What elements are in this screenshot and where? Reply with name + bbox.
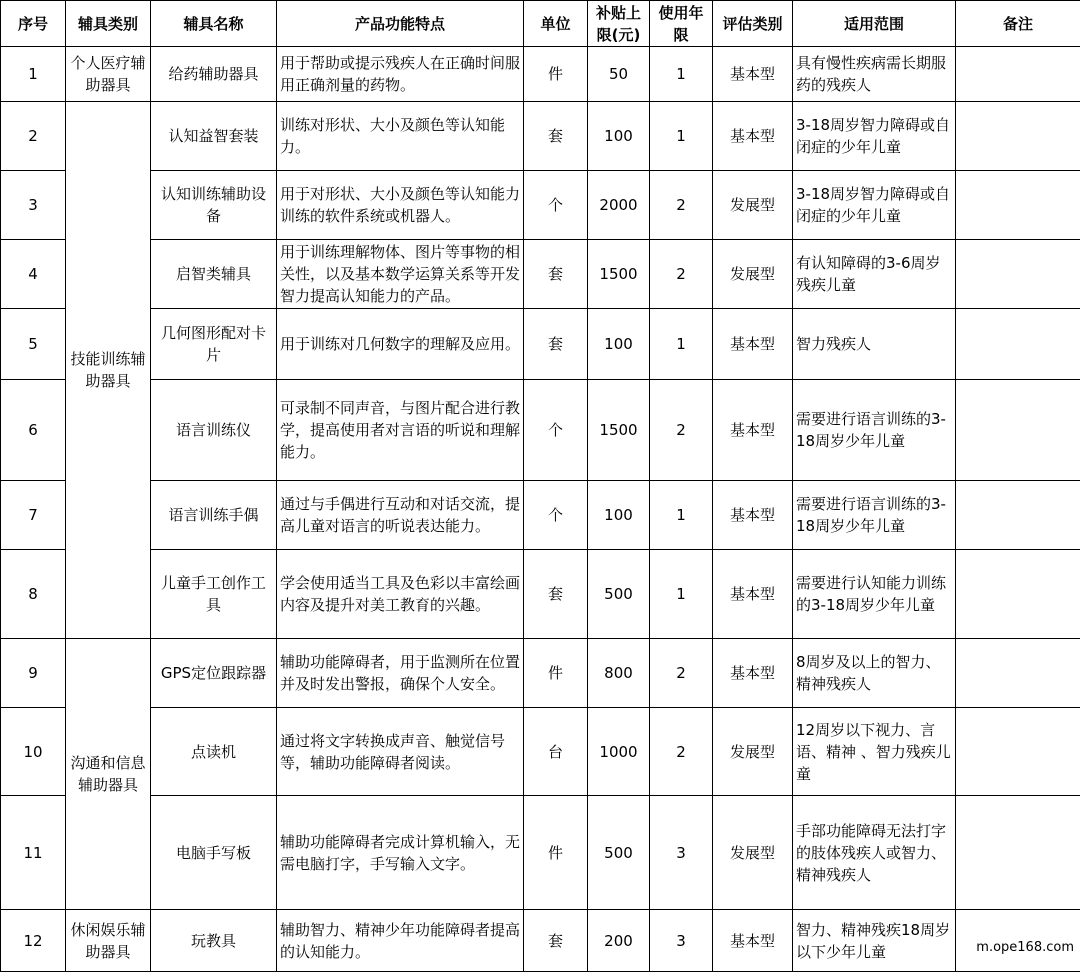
cell-eval: 发展型 bbox=[713, 708, 793, 796]
table-row bbox=[1, 639, 1080, 708]
cell-subsidy: 100 bbox=[588, 102, 650, 171]
cell-no: 7 bbox=[1, 481, 66, 550]
cell-name: 启智类辅具 bbox=[151, 240, 277, 309]
cell-eval: 基本型 bbox=[713, 910, 793, 972]
cell-feature: 辅助功能障碍者，用于监测所在位置并及时发出警报，确保个人安全。 bbox=[277, 639, 524, 708]
table-row bbox=[1, 910, 1080, 972]
cell-name: 语言训练仪 bbox=[151, 380, 277, 481]
cell-years: 3 bbox=[650, 796, 713, 910]
cell-name: 语言训练手偶 bbox=[151, 481, 277, 550]
cell-feature: 用于训练理解物体、图片等事物的相关性，以及基本数学运算关系等开发智力提高认知能力的产品。 bbox=[277, 240, 524, 309]
header-category: 辅具类别 bbox=[66, 1, 151, 47]
cell-subsidy: 50 bbox=[588, 47, 650, 102]
cell-scope: 需要进行语言训练的3-18周岁少年儿童 bbox=[793, 380, 956, 481]
cell-eval: 基本型 bbox=[713, 639, 793, 708]
cell-category: 休闲娱乐辅助器具 bbox=[66, 910, 151, 972]
cell-no: 2 bbox=[1, 102, 66, 171]
cell-scope: 手部功能障碍无法打字的肢体残疾人或智力、精神残疾人 bbox=[793, 796, 956, 910]
cell-name: 儿童手工创作工具 bbox=[151, 550, 277, 639]
table-row bbox=[1, 47, 1080, 102]
cell-years: 1 bbox=[650, 309, 713, 380]
cell-no: 1 bbox=[1, 47, 66, 102]
cell-subsidy: 1500 bbox=[588, 240, 650, 309]
cell-scope: 3-18周岁智力障碍或自闭症的少年儿童 bbox=[793, 171, 956, 240]
cell-unit: 个 bbox=[524, 481, 588, 550]
cell-scope: 12周岁以下视力、言语、精神 、智力残疾儿童 bbox=[793, 708, 956, 796]
cell-feature: 通过将文字转换成声音、触觉信号等，辅助功能障碍者阅读。 bbox=[277, 708, 524, 796]
cell-subsidy: 800 bbox=[588, 639, 650, 708]
cell-no: 8 bbox=[1, 550, 66, 639]
cell-years: 1 bbox=[650, 47, 713, 102]
cell-unit: 个 bbox=[524, 380, 588, 481]
cell-years: 2 bbox=[650, 171, 713, 240]
cell-no: 11 bbox=[1, 796, 66, 910]
cell-note bbox=[956, 171, 1080, 240]
header-years: 使用年限 bbox=[650, 1, 713, 47]
watermark: m.ope168.com bbox=[976, 940, 1074, 955]
cell-scope: 需要进行认知能力训练的3-18周岁少年儿童 bbox=[793, 550, 956, 639]
cell-unit: 套 bbox=[524, 102, 588, 171]
table-row bbox=[1, 309, 1080, 380]
cell-note bbox=[956, 380, 1080, 481]
cell-scope: 具有慢性疾病需长期服药的残疾人 bbox=[793, 47, 956, 102]
cell-scope: 有认知障碍的3-6周岁残疾儿童 bbox=[793, 240, 956, 309]
cell-eval: 基本型 bbox=[713, 481, 793, 550]
cell-feature: 用于训练对几何数字的理解及应用。 bbox=[277, 309, 524, 380]
cell-name: 几何图形配对卡片 bbox=[151, 309, 277, 380]
header-row bbox=[1, 1, 1080, 47]
header-scope: 适用范围 bbox=[793, 1, 956, 47]
cell-unit: 套 bbox=[524, 550, 588, 639]
cell-scope: 3-18周岁智力障碍或自闭症的少年儿童 bbox=[793, 102, 956, 171]
table-row bbox=[1, 380, 1080, 481]
cell-subsidy: 500 bbox=[588, 796, 650, 910]
cell-eval: 基本型 bbox=[713, 102, 793, 171]
cell-subsidy: 100 bbox=[588, 309, 650, 380]
cell-name: 认知训练辅助设备 bbox=[151, 171, 277, 240]
cell-note bbox=[956, 102, 1080, 171]
cell-no: 9 bbox=[1, 639, 66, 708]
cell-name: 认知益智套装 bbox=[151, 102, 277, 171]
cell-note bbox=[956, 240, 1080, 309]
cell-note bbox=[956, 550, 1080, 639]
cell-scope: 智力、精神残疾18周岁以下少年儿童 bbox=[793, 910, 956, 972]
header-unit: 单位 bbox=[524, 1, 588, 47]
cell-eval: 基本型 bbox=[713, 309, 793, 380]
table-row bbox=[1, 796, 1080, 910]
cell-subsidy: 100 bbox=[588, 481, 650, 550]
cell-unit: 件 bbox=[524, 639, 588, 708]
table-row bbox=[1, 240, 1080, 309]
cell-years: 2 bbox=[650, 240, 713, 309]
cell-eval: 基本型 bbox=[713, 47, 793, 102]
table-row bbox=[1, 708, 1080, 796]
cell-years: 1 bbox=[650, 550, 713, 639]
cell-note bbox=[956, 708, 1080, 796]
cell-years: 2 bbox=[650, 380, 713, 481]
cell-scope: 8周岁及以上的智力、精神残疾人 bbox=[793, 639, 956, 708]
cell-eval: 基本型 bbox=[713, 550, 793, 639]
cell-feature: 训练对形状、大小及颜色等认知能力。 bbox=[277, 102, 524, 171]
cell-unit: 台 bbox=[524, 708, 588, 796]
cell-years: 2 bbox=[650, 708, 713, 796]
cell-name: GPS定位跟踪器 bbox=[151, 639, 277, 708]
table-row bbox=[1, 550, 1080, 639]
cell-subsidy: 200 bbox=[588, 910, 650, 972]
cell-name: 玩教具 bbox=[151, 910, 277, 972]
cell-unit: 个 bbox=[524, 171, 588, 240]
cell-subsidy: 1500 bbox=[588, 380, 650, 481]
cell-no: 12 bbox=[1, 910, 66, 972]
cell-unit: 件 bbox=[524, 47, 588, 102]
cell-no: 5 bbox=[1, 309, 66, 380]
cell-eval: 发展型 bbox=[713, 171, 793, 240]
cell-subsidy: 500 bbox=[588, 550, 650, 639]
header-no: 序号 bbox=[1, 1, 66, 47]
cell-category: 沟通和信息辅助器具 bbox=[66, 639, 151, 910]
cell-subsidy: 1000 bbox=[588, 708, 650, 796]
table-row bbox=[1, 171, 1080, 240]
cell-no: 3 bbox=[1, 171, 66, 240]
cell-category: 技能训练辅助器具 bbox=[66, 102, 151, 639]
cell-unit: 套 bbox=[524, 910, 588, 972]
cell-unit: 件 bbox=[524, 796, 588, 910]
cell-feature: 可录制不同声音，与图片配合进行教学，提高使用者对言语的听说和理解能力。 bbox=[277, 380, 524, 481]
header-eval: 评估类别 bbox=[713, 1, 793, 47]
header-feature: 产品功能特点 bbox=[277, 1, 524, 47]
cell-eval: 发展型 bbox=[713, 240, 793, 309]
header-note: 备注 bbox=[956, 1, 1080, 47]
cell-years: 3 bbox=[650, 910, 713, 972]
cell-name: 电脑手写板 bbox=[151, 796, 277, 910]
cell-feature: 用于帮助或提示残疾人在正确时间服用正确剂量的药物。 bbox=[277, 47, 524, 102]
cell-feature: 学会使用适当工具及色彩以丰富绘画内容及提升对美工教育的兴趣。 bbox=[277, 550, 524, 639]
cell-scope: 需要进行语言训练的3-18周岁少年儿童 bbox=[793, 481, 956, 550]
header-subsidy: 补贴上限(元) bbox=[588, 1, 650, 47]
cell-unit: 套 bbox=[524, 240, 588, 309]
cell-name: 点读机 bbox=[151, 708, 277, 796]
cell-feature: 辅助功能障碍者完成计算机输入，无需电脑打字，手写输入文字。 bbox=[277, 796, 524, 910]
cell-unit: 套 bbox=[524, 309, 588, 380]
cell-note bbox=[956, 309, 1080, 380]
cell-name: 给药辅助器具 bbox=[151, 47, 277, 102]
cell-eval: 基本型 bbox=[713, 380, 793, 481]
cell-years: 1 bbox=[650, 481, 713, 550]
cell-feature: 通过与手偶进行互动和对话交流，提高儿童对语言的听说表达能力。 bbox=[277, 481, 524, 550]
cell-note bbox=[956, 481, 1080, 550]
cell-eval: 发展型 bbox=[713, 796, 793, 910]
cell-category: 个人医疗辅助器具 bbox=[66, 47, 151, 102]
table-row bbox=[1, 102, 1080, 171]
cell-no: 6 bbox=[1, 380, 66, 481]
table-row bbox=[1, 481, 1080, 550]
header-name: 辅具名称 bbox=[151, 1, 277, 47]
cell-feature: 辅助智力、精神少年功能障碍者提高的认知能力。 bbox=[277, 910, 524, 972]
cell-scope: 智力残疾人 bbox=[793, 309, 956, 380]
cell-subsidy: 2000 bbox=[588, 171, 650, 240]
cell-no: 4 bbox=[1, 240, 66, 309]
cell-years: 1 bbox=[650, 102, 713, 171]
cell-no: 10 bbox=[1, 708, 66, 796]
cell-note bbox=[956, 47, 1080, 102]
cell-note bbox=[956, 639, 1080, 708]
cell-feature: 用于对形状、大小及颜色等认知能力训练的软件系统或机器人。 bbox=[277, 171, 524, 240]
cell-note bbox=[956, 796, 1080, 910]
cell-years: 2 bbox=[650, 639, 713, 708]
